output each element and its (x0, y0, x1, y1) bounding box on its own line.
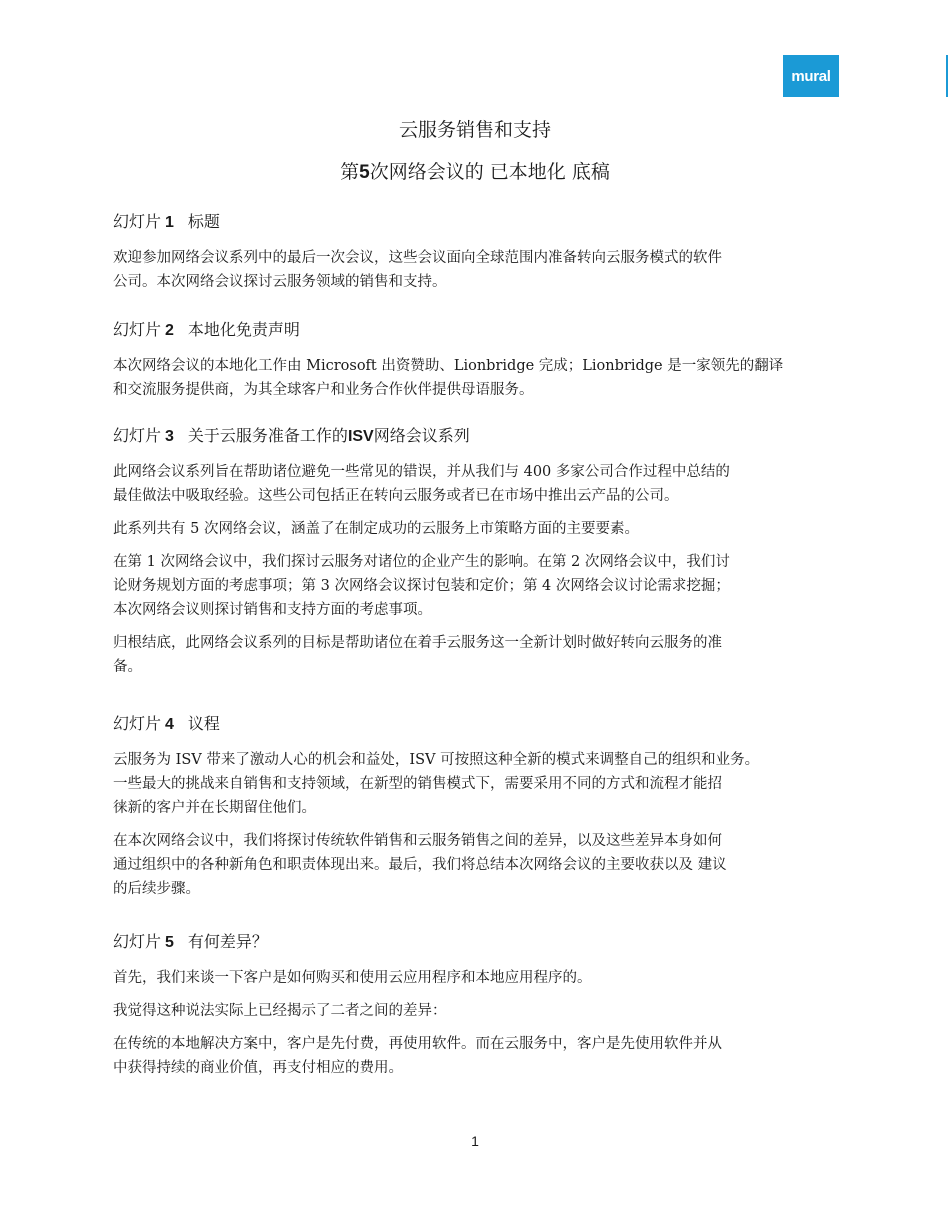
slide-number: 1 (165, 214, 174, 231)
slide-section-3 (113, 424, 853, 679)
subtitle-suffix: 次网络会议的 已本地化 底稿 (369, 161, 610, 183)
document-subtitle (0, 157, 950, 184)
document-title: 云服务销售和支持 (398, 119, 551, 141)
slide-number: 3 (165, 428, 174, 445)
slide-section-2 (113, 318, 853, 402)
paragraph: 首先，我们来谈一下客户是如何购买和使用云应用程序和本地应用程序的。 (113, 970, 592, 986)
slide-section-1 (113, 210, 853, 294)
slide-number: 4 (165, 716, 174, 733)
slide-number: 5 (165, 934, 174, 951)
slide-section-5 (113, 930, 853, 1080)
logo-text: mural (791, 67, 831, 85)
slide-title-isv: ISV (347, 428, 374, 445)
paragraph: 在本次网络会议中，我们将探讨传统软件销售和云服务销售之间的差异，以及这些差异本身如何 通过组织中的各种新角色和职责体现出来。最后，我们将总结本次网络会议的主要收获以及 建议 的后续步骤。 (113, 833, 727, 897)
paragraph: 云服务为 ISV 带来了激动人心的机会和益处，ISV 可按照这种全新的模式来调整自己的组织和业务。 一些最大的挑战来自销售和支持领域，在新型的销售模式下，需要采用不同的方式和流程才能招 徕新的客户并在长期留住他们。 (113, 752, 760, 816)
slide-label: 幻灯片 (113, 932, 162, 951)
slide-heading (113, 318, 853, 343)
paragraph: 我觉得这种说法实际上已经揭示了二者之间的差异： (113, 1003, 447, 1019)
slide-title: 标题 (187, 212, 220, 231)
slide-title: 议程 (187, 714, 220, 733)
slide-heading (113, 712, 863, 737)
slide-heading (113, 424, 853, 449)
edge-accent-line (946, 55, 948, 97)
paragraph: 此系列共有 5 次网络会议，涵盖了在制定成功的云服务上市策略方面的主要要素。 (113, 521, 639, 537)
slide-heading (113, 930, 853, 955)
mural-logo (783, 55, 839, 97)
paragraph: 归根结底，此网络会议系列的目标是帮助诸位在着手云服务这一全新计划时做好转向云服务的准 备。 (113, 635, 722, 675)
slide-title-suffix: 网络会议系列 (373, 426, 470, 445)
slide-number: 2 (165, 322, 174, 339)
paragraph: 在第 1 次网络会议中，我们探讨云服务对诸位的企业产生的影响。在第 2 次网络会议中，我们讨 论财务规划方面的考虑事项；第 3 次网络会议探讨包装和定价；第 4 次网络会议讨论需求挖掘； 本次网络会议则探讨销售和支持方面的考虑事项。 (113, 554, 730, 618)
slide-label: 幻灯片 (113, 426, 162, 445)
slide-heading (113, 210, 853, 235)
paragraph: 在传统的本地解决方案中，客户是先付费，再使用软件。而在云服务中，客户是先使用软件并从 中获得持续的商业价值，再支付相应的费用。 (113, 1036, 722, 1076)
paragraph: 本次网络会议的本地化工作由 Microsoft 出资赞助、Lionbridge 完成；Lionbridge 是一家领先的翻译 和交流服务提供商，为其全球客户和业务合作伙伴提供母语服务。 (113, 358, 784, 398)
slide-title: 关于云服务准备工作的 (187, 426, 348, 445)
paragraph: 欢迎参加网络会议系列中的最后一次会议，这些会议面向全球范围内准备转向云服务模式的软件 公司。本次网络会议探讨云服务领域的销售和支持。 (113, 250, 722, 290)
subtitle-prefix: 第 (340, 161, 360, 183)
slide-title: 本地化免责声明 (187, 320, 300, 339)
slide-section-4 (113, 712, 863, 901)
paragraph: 此网络会议系列旨在帮助诸位避免一些常见的错误，并从我们与 400 多家公司合作过程中总结的 最佳做法中吸取经验。这些公司包括正在转向云服务或者已在市场中推出云产品的公司。 (113, 464, 730, 504)
page-number: 1 (471, 1133, 479, 1149)
slide-label: 幻灯片 (113, 320, 162, 339)
slide-label: 幻灯片 (113, 714, 162, 733)
slide-title: 有何差异？ (187, 932, 268, 951)
slide-label: 幻灯片 (113, 212, 162, 231)
subtitle-number: 5 (359, 162, 370, 183)
